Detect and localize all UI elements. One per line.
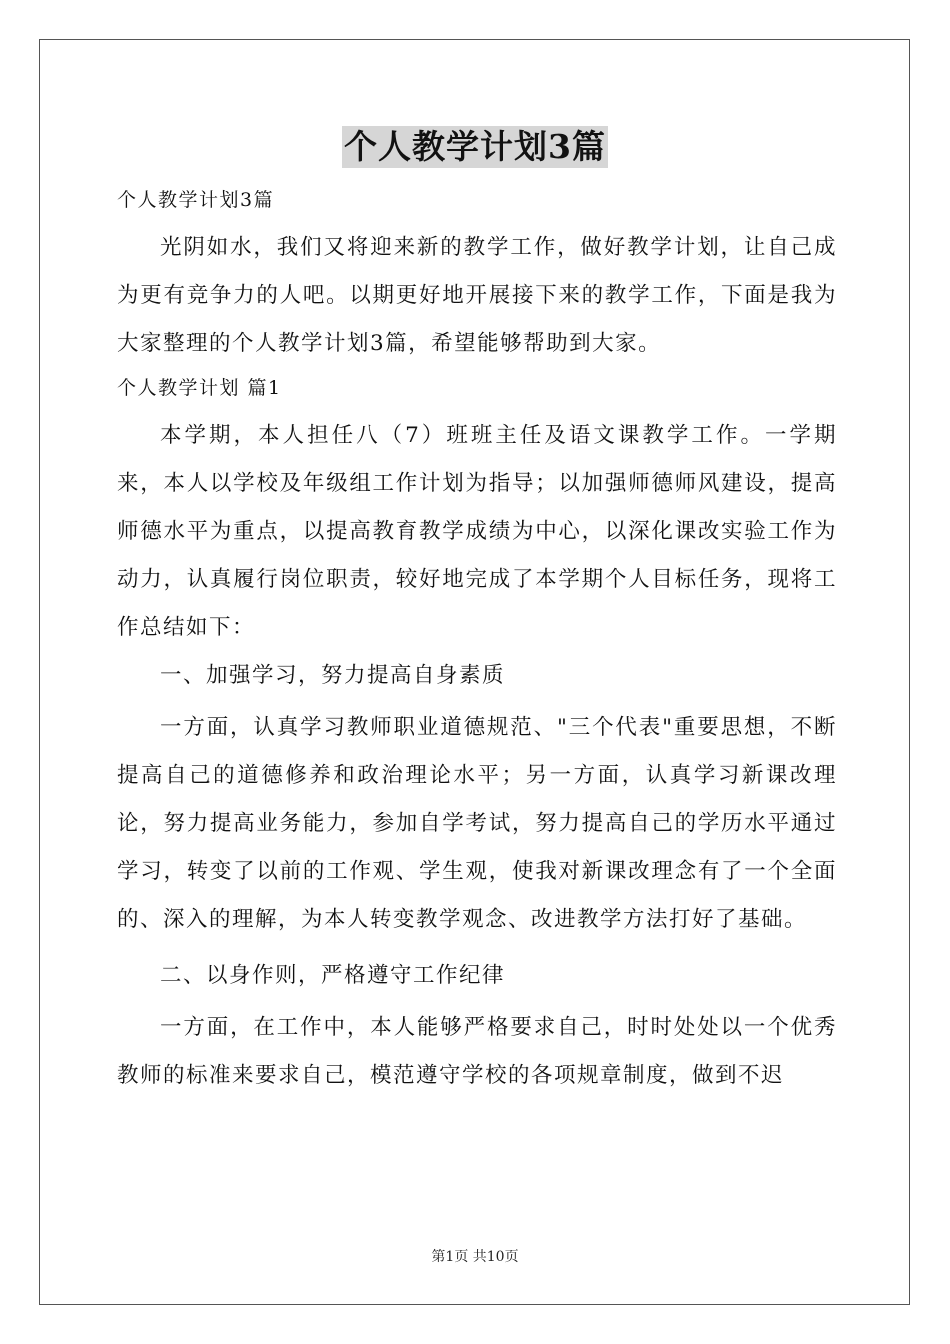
title-container — [0, 126, 950, 168]
heading-1: 一、加强学习，努力提高自身素质 — [160, 663, 506, 688]
page-footer: 第1页 共10页 — [431, 1249, 519, 1265]
intro-paragraph: 光阴如水，我们又将迎来新的教学工作，做好教学计划，让自己成为更有竞争力的人吧。以期更好地开展接下来的教学工作，下面是我为大家整理的个人教学计划3篇，希望能够帮助到大家。 — [117, 235, 837, 356]
heading-2: 二、以身作则，严格遵守工作纪律 — [160, 963, 506, 988]
section-title: 个人教学计划 篇1 — [117, 377, 282, 399]
paragraph-3: 一方面，在工作中，本人能够严格要求自己，时时处处以一个优秀教师的标准来要求自己，模范遵守学校的各项规章制度，做到不迟 — [117, 1015, 837, 1088]
document-subtitle: 个人教学计划3篇 — [117, 189, 275, 211]
document-body — [117, 182, 837, 1100]
document-title: 个人教学计划3篇 — [344, 127, 606, 166]
paragraph-2: 一方面，认真学习教师职业道德规范、"三个代表"重要思想，不断提高自己的道德修养和政治理论水平；另一方面，认真学习新课改理论，努力提高业务能力，参加自学考试，努力提高自己的学历水平通过学习，转变了以前的工作观、学生观，使我对新课改理念有了一个全面的、深入的理解，为本人转变教学观念、改进教学方法打好了基础。 — [117, 715, 837, 932]
paragraph-1: 本学期，本人担任八（7）班班主任及语文课教学工作。一学期来，本人以学校及年级组工作计划为指导；以加强师德师风建设，提高师德水平为重点，以提高教育教学成绩为中心，以深化课改实验工作为动力，认真履行岗位职责，较好地完成了本学期个人目标任务，现将工作总结如下： — [117, 423, 837, 640]
